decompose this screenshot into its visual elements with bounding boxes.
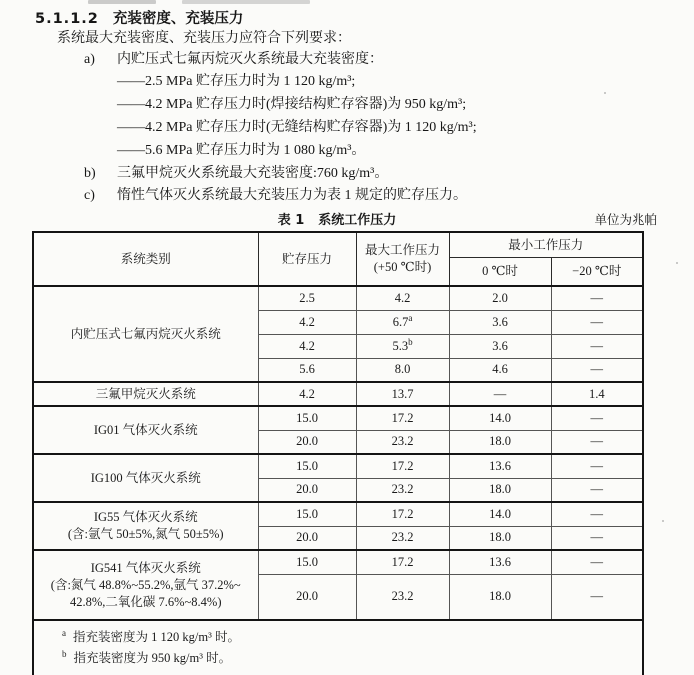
footnote-a-text: 指充装密度为 1 120 kg/m³ 时。 [73, 630, 240, 644]
table-header-row-1 [33, 232, 643, 258]
value-cell: 23.2 [356, 574, 449, 620]
value-cell: 15.0 [258, 454, 356, 478]
value-cell: 20.0 [258, 430, 356, 454]
header-min-working-pressure: 最小工作压力 [449, 232, 643, 258]
item-b-text: 三氟甲烷灭火系统最大充装密度:760 kg/m³。 [117, 166, 389, 181]
value-cell: — [551, 526, 643, 550]
value-cell: 20.0 [258, 478, 356, 502]
header-max-line1: 最大工作压力 [364, 243, 440, 257]
table-row [33, 382, 643, 406]
value-cell: — [551, 550, 643, 574]
page-edge-artifact [182, 0, 310, 4]
system-name-line: IG541 气体灭火系统 [90, 560, 201, 575]
value-cell: 20.0 [258, 574, 356, 620]
value-cell: 4.6 [449, 358, 551, 382]
footnote-ref-b: b [408, 336, 413, 347]
value-cell: — [551, 430, 643, 454]
value-cell: — [551, 310, 643, 334]
table-row [33, 406, 643, 430]
table-row [33, 454, 643, 478]
table-caption-number: 表 1 [277, 213, 305, 228]
system-name-line: 三氟甲烷灭火系统 [95, 386, 196, 401]
value-cell: 4.2 [356, 286, 449, 310]
section-title: 充装密度、充装压力 [112, 11, 244, 27]
value-cell: 4.2 [258, 310, 356, 334]
value-text: 5.3 [392, 338, 409, 353]
value-cell: 13.6 [449, 454, 551, 478]
system-name-line: IG01 气体灭火系统 [93, 422, 198, 437]
value-cell [356, 310, 449, 334]
value-cell: 4.2 [258, 334, 356, 358]
scan-noise-speck [604, 92, 606, 94]
value-cell: 20.0 [258, 526, 356, 550]
value-cell: — [551, 406, 643, 430]
value-cell: 8.0 [356, 358, 449, 382]
table-caption-title: 系统工作压力 [318, 213, 397, 228]
dash-item-4: ——5.6 MPa 贮存压力时为 1 080 kg/m³。 [117, 143, 366, 158]
value-cell: — [551, 574, 643, 620]
value-cell: 17.2 [356, 550, 449, 574]
value-cell: 17.2 [356, 454, 449, 478]
system-name-line: 内贮压式七氟丙烷灭火系统 [70, 326, 221, 341]
value-cell: 23.2 [356, 526, 449, 550]
footnote-a-marker: a [62, 627, 66, 638]
value-cell: 5.6 [258, 358, 356, 382]
value-cell: 18.0 [449, 574, 551, 620]
system-working-pressure-table [32, 231, 644, 675]
system-name-cell [33, 406, 258, 454]
system-name-line: IG100 气体灭火系统 [90, 470, 201, 485]
value-cell: — [551, 502, 643, 526]
value-cell: 14.0 [449, 502, 551, 526]
value-cell: 13.7 [356, 382, 449, 406]
unit-note: 单位为兆帕 [594, 213, 657, 227]
value-cell: 13.6 [449, 550, 551, 574]
value-cell: 18.0 [449, 430, 551, 454]
page-edge-artifact [88, 0, 156, 4]
value-cell: — [551, 478, 643, 502]
system-name-cell [33, 550, 258, 620]
system-name-cell [33, 502, 258, 550]
value-cell: 15.0 [258, 406, 356, 430]
value-cell [356, 334, 449, 358]
item-a-text: 内贮压式七氟丙烷灭火系统最大充装密度： [117, 52, 383, 67]
value-cell: 23.2 [356, 478, 449, 502]
value-text: 6.7 [392, 314, 409, 329]
footnote-a [62, 627, 634, 648]
header-system-category: 系统类别 [33, 232, 258, 286]
intro-line: 系统最大充装密度、充装压力应符合下列要求： [57, 31, 351, 46]
header-max-line2: (+50 ℃时) [373, 260, 432, 274]
value-cell: — [551, 286, 643, 310]
table-row [33, 550, 643, 574]
footnote-b-text: 指充装密度为 950 kg/m³ 时。 [73, 651, 232, 665]
footnote-b-marker: b [62, 648, 67, 659]
system-name-line: IG55 气体灭火系统 [93, 510, 198, 524]
value-cell: 2.0 [449, 286, 551, 310]
system-name-line: 42.8%,二氧化碳 7.6%~8.4%) [69, 594, 222, 609]
list-item-c [84, 187, 467, 205]
value-cell: 1.4 [551, 382, 643, 406]
value-cell: — [551, 358, 643, 382]
item-c-label: c) [84, 188, 95, 203]
table-row [33, 286, 643, 310]
value-cell: 15.0 [258, 550, 356, 574]
table-footnote-row [33, 620, 643, 675]
system-name-line: (含:氩气 50±5%,氮气 50±5%) [67, 527, 224, 541]
value-cell: 18.0 [449, 478, 551, 502]
value-cell: 17.2 [356, 502, 449, 526]
system-name-cell [33, 382, 258, 406]
item-b-label: b) [84, 166, 96, 181]
header-min-at-neg20c: −20 ℃时 [551, 258, 643, 287]
dash-item-3: ——4.2 MPa 贮存压力时(无缝结构贮存容器)为 1 120 kg/m³; [117, 120, 477, 135]
system-name-line: (含:氮气 48.8%~55.2%,氩气 37.2%~ [50, 577, 241, 592]
footnote-b [62, 648, 634, 669]
value-cell: 2.5 [258, 286, 356, 310]
section-heading [35, 10, 243, 28]
list-item-a [84, 51, 383, 69]
system-name-cell [33, 454, 258, 502]
value-cell: 4.2 [258, 382, 356, 406]
value-cell: 15.0 [258, 502, 356, 526]
header-min-at-0c: 0 ℃时 [449, 258, 551, 287]
value-cell: 3.6 [449, 334, 551, 358]
dash-item-1: ——2.5 MPa 贮存压力时为 1 120 kg/m³; [117, 74, 356, 89]
dash-item-2: ——4.2 MPa 贮存压力时(焊接结构贮存容器)为 950 kg/m³; [117, 97, 467, 112]
footnote-cell [33, 620, 643, 675]
value-cell: 14.0 [449, 406, 551, 430]
table-row [33, 502, 643, 526]
table-caption [32, 209, 642, 228]
value-cell: 23.2 [356, 430, 449, 454]
scan-noise-speck [662, 520, 664, 522]
value-cell: 18.0 [449, 526, 551, 550]
list-item-b [84, 165, 388, 183]
item-a-label: a) [84, 52, 95, 67]
footnote-ref-a: a [408, 312, 413, 323]
system-name-cell [33, 286, 258, 382]
scan-noise-speck [676, 262, 678, 264]
header-max-working-pressure [356, 232, 449, 286]
value-cell: — [449, 382, 551, 406]
section-number: 5.1.1.2 [35, 11, 99, 27]
item-c-text: 惰性气体灭火系统最大充装压力为表 1 规定的贮存压力。 [117, 188, 467, 203]
value-cell: — [551, 334, 643, 358]
value-cell: 17.2 [356, 406, 449, 430]
value-cell: 3.6 [449, 310, 551, 334]
header-storage-pressure: 贮存压力 [258, 232, 356, 286]
value-cell: — [551, 454, 643, 478]
